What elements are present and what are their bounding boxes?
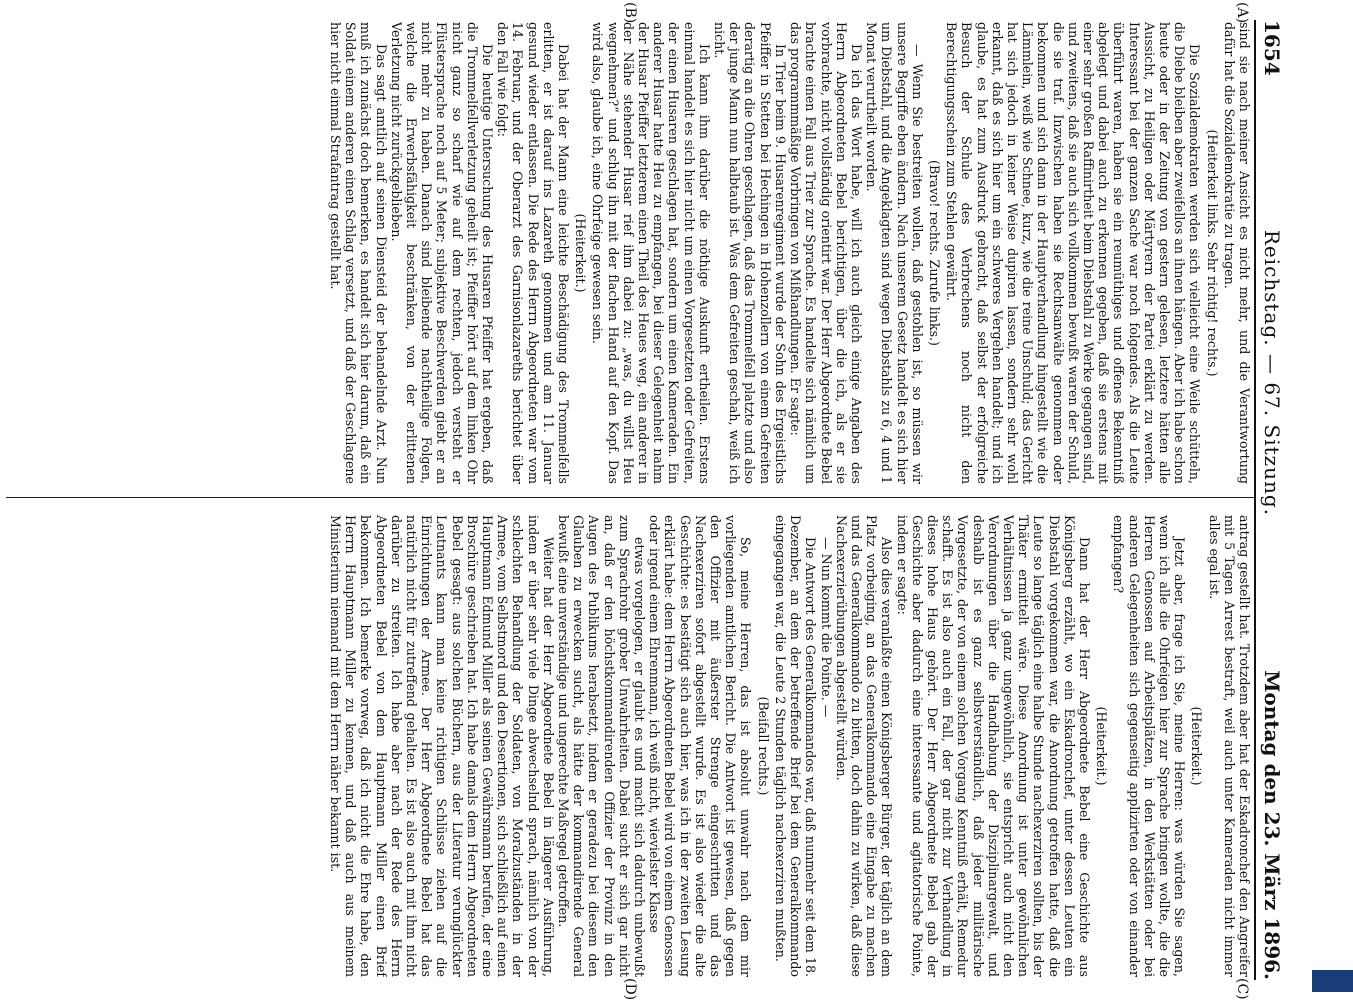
dfg-logo: [1312, 970, 1353, 992]
stage-direction: (Heiterkeit.): [1094, 706, 1110, 786]
stage-direction: (Bravo! rechts. Zurufe links.): [926, 160, 942, 346]
column-divider: [6, 497, 1254, 498]
paragraph: In Trier beim 9. Husarenregiment wurde der Sohn des Ergeistlichs Pfeiffer in Stetten bei Hechingen in Hohenzollern von einem Gefreiten derartig an die Ohren geschlagen, daß das Trommelfell platzte und also der junge Mann nun halbtaub ist. Was dem Gefreiten geschah, weiß ich nicht.: [712, 22, 788, 484]
paragraph: Weiter hat der Herr Abgeordnete Bebel in längerer Ausführung, indem er über sehr viele Dinge abwechselnd sprach, nämlich von der schlechten Behandlung der Soldaten, von Moralzuständen in der Armee, vom Selbstmord und den Desertionen, sich schließlich auf einen Hauptmann Edmund Miller als seinen Gewährsmann berufen, der eine Broschüre geschrieben hat. Ich habe damals dem Herrn Abgeordneten Bebel gesagt: aus solchen Büchern, aus der Literatur verunglückter Leutnants kann man keine richtigen Schlüsse ziehen auf die Einrichtungen der Armee. Der Herr Abgeordnete Bebel hat das natürlich nicht für zutreffend gehalten. Es ist also auch mit ihm nicht darüber zu streiten. Ich habe aber nach der Rede des Herrn Abgeordneten Bebel von dem Hauptmann Miller einen Brief bekommen. Ich bemerke vorweg, daß ich nicht die Ehre habe, den Herrn Hauptmann Miller zu kennen, und daß auch aus meinem Ministerium niemand mit dem Herrn näher bekannt ist.: [328, 515, 556, 977]
right-column: [12, 515, 1252, 977]
stage-direction: (Heiterkeit links. Sehr richtig! rechts.): [1204, 129, 1220, 377]
stage-direction: (Heiterkeit.): [573, 213, 589, 293]
margin-marker-b: (B): [622, 2, 638, 24]
paragraph: So, meine Herren, das ist absolut unwahr nach dem mir vorliegenden amtlichen Bericht. Die Antwort ist gewesen, daß gegen den Offizier mit äußerster Strenge eingeschritten und das Nachexerziren sofort abgestellt wurde. Es ist also wieder die alte Geschichte: es bestätigt sich auch hier, was ich in der zweiten Lesung erklärt habe: dem Herrn Abgeordneten Bebel wird von einem Genossen oder irgend einem Ehrenmann, ich weiß nicht, wievielster Klasse: [647, 515, 754, 977]
paragraph: Die Sozialdemokraten werden sich vielleicht eine Weile schütteln, die Diebe bleiben aber zweifellos an ihnen hängen. Aber ich habe schon heute oder in der Zeitung von gestern gelesen, letztere hätten alle Aussicht, zu Heiligen oder Märtyrern der Partei erklärt zu werden. Interessant bei der ganzen Sache war noch folgendes. Als die Leute überführt waren, haben sie ein reumüthiges und offenes Bekenntniß abgelegt und dabei auch zu erkennen gegeben, daß sie erstens mit einer sehr großen Raffinirtheit beim Diebstahl zu Werke gegangen sind, und zweitens, daß sie auch sich vollkommen bewußt waren der Schuld, die sie traf. Inzwischen haben sie Rechtsanwälte genommen oder bekommen und sich dann in der Hauptverhandlung hingestellt wie die Lämmlein, weiß wie Schnee, kurz, wie die reine Unschuld; das Gericht hat sich jedoch in keiner Weise dupiren lassen, sondern sehr wohl erkannt, daß es sich hier um ein schweres Vergehen handelt; und ich glaube, es hat zum Ausdruck gebracht, daß selbst der erfolgreiche Besuch der Schule des Verbrechens noch nicht den Berechtigungsschein zum Stehlen gewährt.: [944, 22, 1203, 484]
stage-direction: (Heiterkeit.): [1189, 706, 1205, 786]
margin-marker-c: (C): [1234, 978, 1250, 1000]
paragraph: Dann hat der Herr Abgeordnete Bebel eine Geschichte aus Königsberg erzählt, wo ein Eskadronchef, unter dessen Leuten ein Diebstahl vorgekommen war, die Anordnung getroffen hatte, daß die Leute so lange täglich eine halbe Stunde nachexerziren sollten, bis der Thäter ermittelt wäre. Diese Anordnung ist unter gewöhnlichen Verhältnissen ja ganz ungewöhnlich, sie entspricht auch nicht den Verordnungen über die Handhabung der Disziplinargewalt, und deshalb ist es ganz selbstverständlich, daß jeder militärische Vorgesetzte, der von einem solchen Vorgang Kenntniß erhält, Remedur schafft. Es ist also auch ein Fall, der gar nicht zur Verhandlung in dieses hohe Haus gehört. Der Herr Abgeordnete Bebel gab der Geschichte aber dadurch eine interessante und agitatorische Pointe, indem er sagte:: [894, 515, 1092, 977]
page-number: 1654: [1260, 20, 1284, 76]
paragraph: Das sagt amtlich auf seinen Diensteid der behandelnde Arzt. Nun muß ich zunächst doch bemerken, es handelt sich hier darum, daß ein Soldat einem anderen einen Schlag versetzt, und daß der Geschlagene hier nicht einmal Strafantrag gestellt hat.: [328, 22, 389, 484]
stage-direction: (Beifall rechts.): [755, 696, 771, 796]
margin-marker-d: (D): [622, 978, 638, 1000]
paragraph: Also dies veranlaßte einen Königsberger Bürger, der täglich an dem Platz vorbeiging, an das Generalkommando eine Eingabe zu machen und das Generalkommando zu bitten, doch dahin zu wirken, daß diese Nachexerzierübungen abgestellt würden.: [833, 515, 895, 977]
session-title: Reichstag. — 67. Sitzung.: [1260, 229, 1284, 517]
paragraph: Dabei hat der Mann eine leichte Beschädigung des Trommelfells erlitten, er ist darauf ins Lazareth genommen und am 11. Januar gesund wieder entlassen. Die Rede des Herrn Abgeordneten war vom 14. Februar, und der Oberarzt des Garnisonlazareths berichtet über den Fall wie folgt:: [495, 22, 572, 484]
left-column: [12, 22, 1252, 484]
paragraph: antrag gestellt hat. Trotzdem aber hat der Eskadronchef den Angreifer mit 5 Tagen Arrest bestraft, weil auch unter Kameraden nicht immer alles egal ist.: [1206, 515, 1252, 977]
margin-marker-a: (A): [1234, 2, 1250, 24]
paragraph: — Wenn Sie bestreiten wollen, daß gestohlen ist, so müssen wir unsere Begriffe eben ändern. Nach unserem Gesetz handelt es sich hier um Diebstahl, und die Angeklagten sind wegen Diebstahls zu 6, 4 und 1 Monat verurtheilt worden.: [864, 22, 925, 484]
paragraph: Jetzt aber, frage ich Sie, meine Herren: was würden Sie sagen, wenn ich alle die Ohrfeigen hier zur Sprache bringen wollte, die die Herren Genossen auf Arbeitsplätzen, in den Werkstätten oder bei anderen Gelegenheiten sich gegenseitig applizirten oder von einander empfangen?: [1111, 515, 1188, 977]
paragraph: Ich kann ihm darüber die nöthige Auskunft ertheilen. Erstens einmal handelt es sich hier nicht um einen Vorgesetzten oder Gefreiten, der einen Husaren geschlagen hat, sondern um einen Kameraden. Ein anderer Husar hatte Heu zu empfangen, bei dieser Gelegenheit nahm der Husar Pfeiffer letzterem einen Theil des Heues weg, ein anderer in der Nähe stehender Husar rief ihm dabei zu: „was, du willst Heu wegnehmen?“ und schlug ihn mit der flachen Hand auf den Kopf. Das wird also, glaube ich, eine Ohrfeige gewesen sein.: [590, 22, 712, 484]
page-header: [1254, 20, 1294, 980]
paragraph: Die heutige Untersuchung des Husaren Pfeiffer hat ergeben, daß die Trommelfellverletzung geheilt ist; Pfeiffer hört auf dem linken Ohr nicht ganz so scharf wie auf dem rechten, jedoch versteht er Flüstersprache noch auf 5 Meter; subjektive Beschwerden giebt er an nicht mehr zu haben. Danach sind bleibende nachtheilige Folgen, welche die Erwerbsfähigkeit beschränken, von der erlittenen Verletzung nicht zurückgeblieben.: [388, 22, 496, 484]
funding-note: [1318, 598, 1338, 998]
paragraph: Da ich das Wort habe, will ich auch gleich einige Angaben des Herrn Abgeordneten Bebel berichtigen, über die ich, als er sie vorbrachte, nicht vollständig orientirt war. Der Herr Abgeordnete Bebel brachte einen Fall aus Trier zur Sprache. Es handelte sich nämlich um das programmmäßige Vorbringen von Mißhandlungen. Er sagte:: [788, 22, 864, 484]
paragraph: Die Antwort des Generalkommandos war, daß nunmehr seit dem 18. Dezember, an dem der betreffende Brief bei dem Generalkommando eingegangen war, die Leute 2 Stunden täglich nachexerziren mußten.: [772, 515, 819, 977]
paragraph: — Nun kommt die Pointe. —: [818, 537, 834, 718]
paragraph: sind sie nach meiner Ansicht es nicht mehr, und die Verantwortung dafür hat die Sozialdemokratie zu tragen.: [1221, 22, 1252, 484]
paragraph: etwas vorgelogen, er glaubt es und macht sich dadurch unbewußt zum Sprachrohr grober Unwahrheiten. Dabei sucht er sich gar nicht an, daß er den höchstkommandirenden Offizier der Provinz in den Augen des Publikums herabsetzt, indem er geradezu bei diesem den Glauben zu erwecken sucht, als hätte der kommandirende General bewußt eine unverständige und ungerechte Maßregel getroffen.: [556, 515, 648, 977]
session-date: Montag den 23. März 1896.: [1260, 670, 1284, 980]
